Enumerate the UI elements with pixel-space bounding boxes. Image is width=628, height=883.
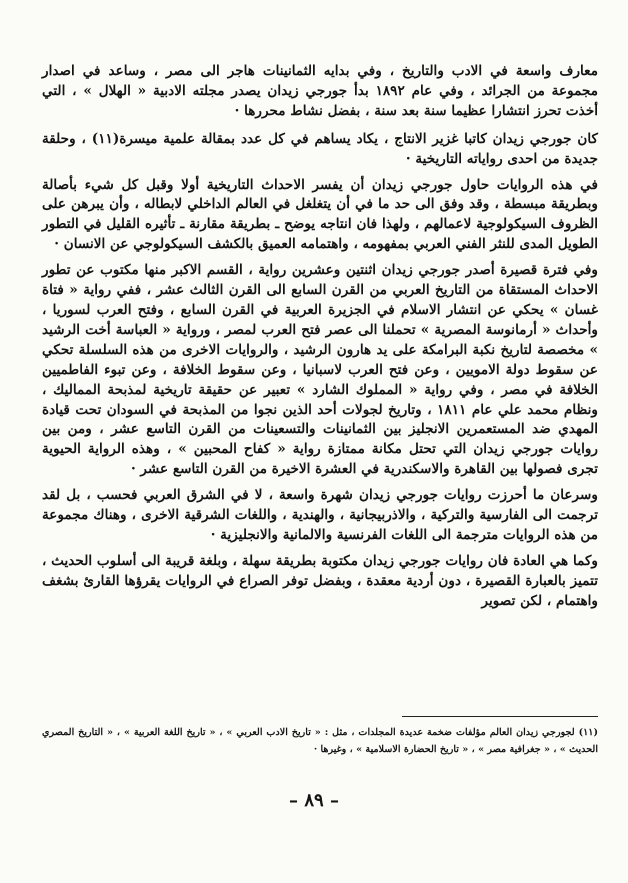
paragraph-5: وسرعان ما أحرزت روايات جورجي زيدان شهرة واسعة ، لا في الشرق العربي فحسب ، بل لقد ترجمت الى الفارسية والتركية ، والاذربيجانية ، والهندية ، واللغات الشرقية الاخرى ، وهناك مجموعة من هذه الروايات مترجمة الى اللغات الفرنسية والالمانية والانجليزية · bbox=[42, 487, 598, 543]
body-text bbox=[42, 62, 598, 612]
page-number: – ٨٩ – bbox=[289, 790, 339, 811]
paragraph-4: وفي فترة قصيرة أصدر جورجي زيدان اثنتين وعشرين رواية ، القسم الاكبر منها مكتوب عن تطور الاحداث المستقاة من التاريخ العربي من القرن السابع الى القرن الثالث عشر ، ففي رواية « فتاة غسان » يحكي عن انتشار الاسلام في الجزيرة العربية في القرن السابع ، وفتح العرب لسوريا ، وأحداث « أرمانوسة المصرية » تحملنا الى عصر فتح العرب لمصر ، ورواية « العباسة أخت الرشيد » مخصصة لتاريخ نكبة البرامكة على يد هارون الرشيد ، والروايات الاخرى من هذه السلسلة تحكي عن سقوط دولة الامويين ، وعن فتح العرب لاسبانيا ، وعن سقوط الخلافة ، وعن تبوء الفاطميين الخلافة في مصر ، وفي رواية « المملوك الشارد » تعبير عن حقيقة تاريخية لمذبحة المماليك ، ونظام محمد علي عام ١٨١١ ، وتاريخ لجولات أحد الذين نجوا من المذبحة في السودان تحت قيادة المهدي ضد المستعمرين الانجليز بين الثمانينات والتسعينات من القرن التاسع عشر ، ومن بين روايات جورجي زيدان التي تحتل مكانة ممتازة رواية « كفاح المحبين » ، وهذه الرواية الحيوية تجرى فصولها بين القاهرة والاسكندرية في العشرة الاخيرة من القرن التاسع عشر · bbox=[42, 262, 598, 478]
paragraph-3: في هذه الروايات حاول جورجي زيدان أن يفسر الاحداث التاريخية أولا وقبل كل شيء بأصالة وبطريقة مبسطة ، وقد وفق الى حد ما في أن يتغلغل في العالم الداخلي لابطاله ، وأن يبرهن على الظروف السيكولوجية لاعمالهم ، ولهذا فان انتاجه يوضح ـ بطريقة مقارنة ـ تأثيره القليل في التطور الطويل المدى للنثر الفني العربي بمفهومه ، واهتمامه العميق بالكشف السيكولوجي عن الانسان · bbox=[42, 176, 598, 253]
paragraph-2: كان جورجي زيدان كاتبا غزير الانتاج ، يكاد يساهم في كل عدد بمقالة علمية ميسرة(١١) ، وحلقة جديدة من احدى رواياته التاريخية · bbox=[42, 130, 598, 167]
footnote: (١١) لجورجي زيدان العالم مؤلفات ضخمة عديدة المجلدات ، مثل : « تاريخ الادب العربي » ، « تاريخ اللغة العربية » ، « التاريخ المصري الحديث » ، « جغرافية مصر » ، « تاريخ الحضارة الاسلامية » ، وغيرها · bbox=[42, 727, 598, 755]
paragraph-6: وكما هي العادة فان روايات جورجي زيدان مكتوبة بطريقة سهلة ، وبلغة قريبة الى أسلوب الحديث ، تتميز بالعبارة القصيرة ، دون أردية معقدة ، وبفضل توفر الصراع في الروايات يقرؤها القارئ بشغف واهتمام ، لكن تصوير bbox=[42, 552, 598, 609]
paragraph-1: معارف واسعة في الادب والتاريخ ، وفي بدايه الثمانينات هاجر الى مصر ، وساعد في اصدار مجموعة من الجرائد ، وفي عام ١٨٩٢ بدأ جورجي زيدان يصدر مجلته الادبية « الهلال » ، التي أخذت تحرز انتشارا عظيما سنة بعد سنة ، بفضل نشاط محررها · bbox=[42, 63, 599, 119]
footnote-separator bbox=[402, 716, 598, 717]
